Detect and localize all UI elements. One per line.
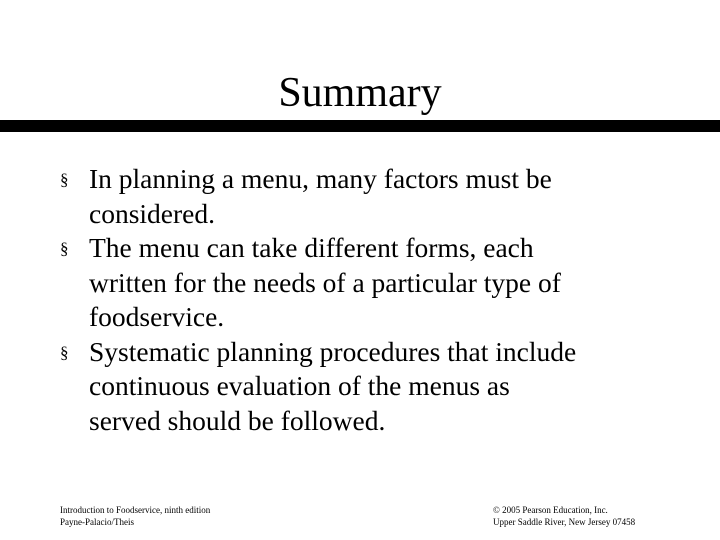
bullet-line: considered.	[89, 197, 215, 229]
bullet-marker-icon: §	[60, 342, 69, 362]
bullet-item	[60, 231, 700, 335]
bullet-line: written for the needs of a particular type of	[89, 266, 561, 298]
slide-title: Summary	[278, 70, 442, 116]
bullet-item	[60, 162, 700, 231]
bullet-line: In planning a menu, many factors must be	[89, 163, 552, 194]
bullet-line: The menu can take different forms, each	[89, 232, 534, 263]
bullet-marker-icon: §	[60, 170, 69, 189]
footer-book-info	[60, 504, 210, 528]
bullet-line: served should be followed.	[89, 404, 386, 436]
bullet-line: Systematic planning procedures that include	[89, 335, 577, 367]
footer-book-title: Introduction to Foodservice, ninth edition	[60, 505, 211, 515]
bullet-item	[60, 335, 700, 439]
title-divider	[0, 120, 720, 132]
bullet-line: continuous evaluation of the menus as	[89, 370, 510, 401]
footer-authors: Payne-Palacio/Theis	[60, 517, 134, 527]
footer-copyright	[493, 504, 635, 528]
footer-copyright-line: © 2005 Pearson Education, Inc.	[493, 505, 608, 515]
bullet-line: foodservice.	[89, 301, 225, 332]
footer-publisher-address: Upper Saddle River, New Jersey 07458	[493, 517, 636, 527]
bullet-list	[60, 162, 700, 438]
bullet-marker-icon: §	[60, 239, 69, 258]
